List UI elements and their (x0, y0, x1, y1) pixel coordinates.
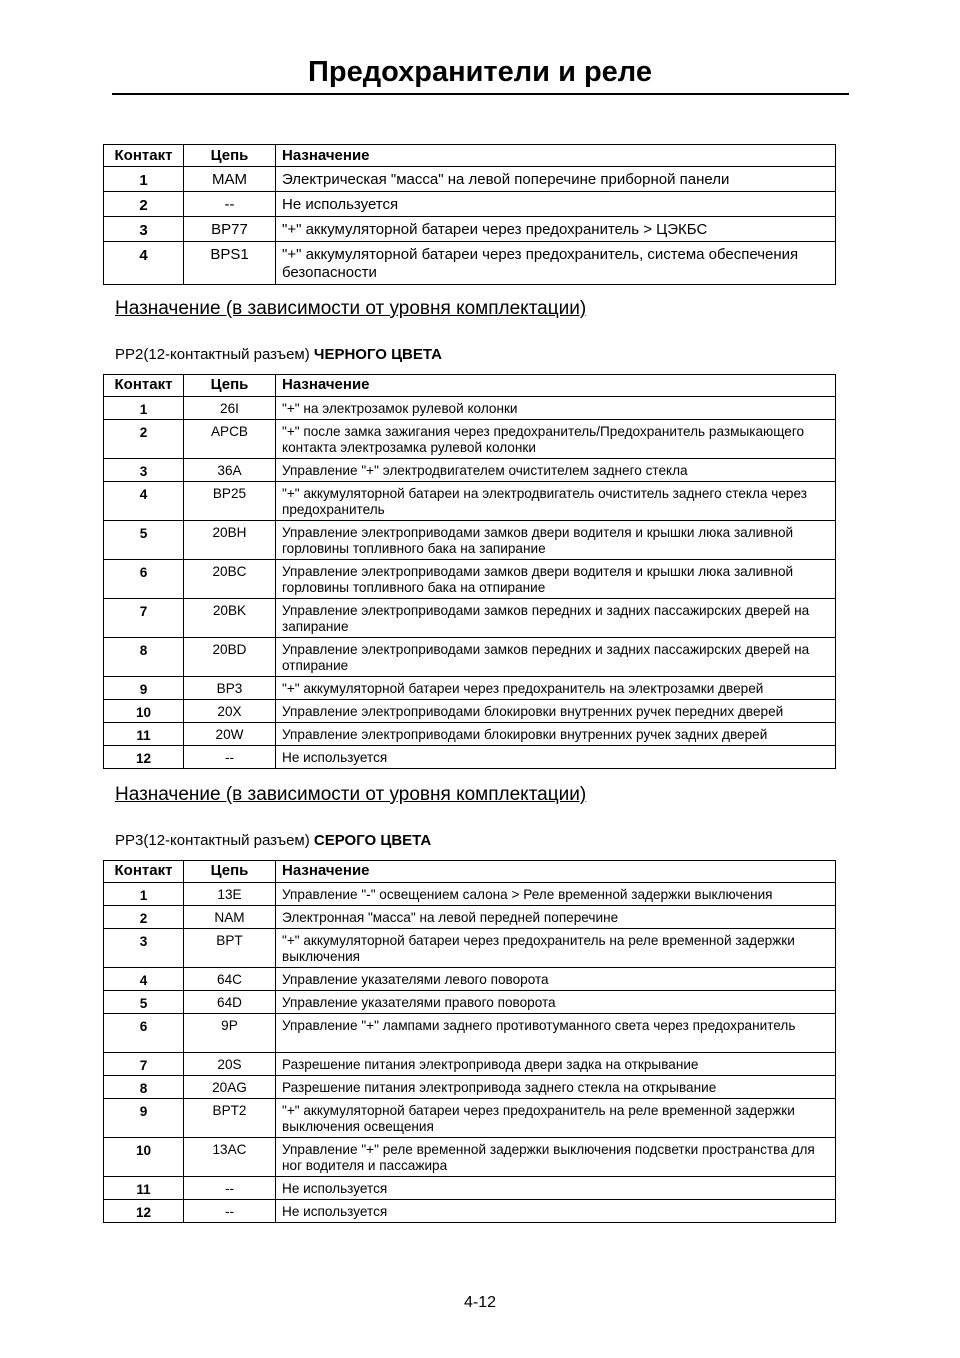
table-row (104, 192, 836, 217)
purpose-description: Управление электроприводами блокировки внутренних ручек задних дверей (276, 723, 836, 746)
table-header-row (104, 375, 836, 397)
contact-number: 3 (104, 217, 184, 242)
purpose-description: Электрическая "масса" на левой поперечине приборной панели (276, 167, 836, 192)
table-row (104, 599, 836, 638)
purpose-description: Не используется (276, 192, 836, 217)
circuit-code: APCB (184, 420, 276, 459)
contact-number: 5 (104, 991, 184, 1014)
contact-number: 10 (104, 700, 184, 723)
table-row (104, 420, 836, 459)
circuit-code: 36A (184, 459, 276, 482)
table-row (104, 723, 836, 746)
contact-number: 10 (104, 1138, 184, 1177)
table-row (104, 991, 836, 1014)
purpose-description: Не используется (276, 1177, 836, 1200)
circuit-code: 13AC (184, 1138, 276, 1177)
column-header-contact: Контакт (104, 375, 184, 397)
circuit-code: 64C (184, 968, 276, 991)
purpose-description: Электронная "масса" на левой передней поперечине (276, 906, 836, 929)
contact-number: 7 (104, 599, 184, 638)
page-title: Предохранители и реле (308, 56, 652, 88)
purpose-description: Управление "+" лампами заднего противотуманного света через предохранитель (276, 1014, 836, 1053)
purpose-description: Управление электроприводами замков двери водителя и крышки люка заливной горловины топливного бака на отпирание (276, 560, 836, 599)
purpose-description: Управление указателями правого поворота (276, 991, 836, 1014)
purpose-description: Управление "+" электродвигателем очистителем заднего стекла (276, 459, 836, 482)
circuit-code: BP77 (184, 217, 276, 242)
connector-table-1 (103, 144, 836, 285)
purpose-description: Управление указателями левого поворота (276, 968, 836, 991)
table-row (104, 1014, 836, 1053)
purpose-description: "+" аккумуляторной батареи через предохранитель > ЦЭКБС (276, 217, 836, 242)
contact-number: 8 (104, 638, 184, 677)
table-row (104, 638, 836, 677)
circuit-code: BPT (184, 929, 276, 968)
table-row (104, 1076, 836, 1099)
table-row (104, 397, 836, 420)
contact-number: 1 (104, 397, 184, 420)
table-row (104, 560, 836, 599)
contact-number: 6 (104, 560, 184, 599)
table-header-row (104, 861, 836, 883)
purpose-description: Управление "+" реле временной задержки выключения подсветки пространства для ног водителя и пассажира (276, 1138, 836, 1177)
contact-number: 11 (104, 1177, 184, 1200)
circuit-code: 26I (184, 397, 276, 420)
purpose-description: "+" после замка зажигания через предохранитель/Предохранитель размыкающего контакта электрозамка рулевой колонки (276, 420, 836, 459)
circuit-code: 20BH (184, 521, 276, 560)
column-header-purpose: Назначение (276, 861, 836, 883)
purpose-description: Управление "-" освещением салона > Реле временной задержки выключения (276, 883, 836, 906)
circuit-code: -- (184, 1177, 276, 1200)
column-header-purpose: Назначение (276, 375, 836, 397)
contact-number: 2 (104, 420, 184, 459)
contact-number: 2 (104, 906, 184, 929)
contact-number: 1 (104, 883, 184, 906)
circuit-code: 20W (184, 723, 276, 746)
table-row (104, 1138, 836, 1177)
circuit-code: 20BK (184, 599, 276, 638)
connector-label: PP2(12-контактный разъем) (115, 346, 310, 363)
contact-number: 5 (104, 521, 184, 560)
contact-number: 4 (104, 968, 184, 991)
purpose-description: "+" аккумуляторной батареи через предохранитель, система обеспечения безопасности (276, 242, 836, 285)
column-header-circuit: Цепь (184, 145, 276, 167)
table-row (104, 677, 836, 700)
circuit-code: -- (184, 192, 276, 217)
connector-caption-pp3 (115, 832, 431, 849)
table-row (104, 242, 836, 285)
purpose-description: Разрешение питания электропривода двери задка на открывание (276, 1053, 836, 1076)
connector-label: PP3(12-контактный разъем) (115, 832, 310, 849)
circuit-code: 20AG (184, 1076, 276, 1099)
table-row (104, 1177, 836, 1200)
contact-number: 4 (104, 482, 184, 521)
contact-number: 2 (104, 192, 184, 217)
table-row (104, 700, 836, 723)
connector-color: ЧЕРНОГО ЦВЕТА (313, 346, 442, 363)
table-row (104, 459, 836, 482)
circuit-code: 20BD (184, 638, 276, 677)
circuit-code: 9P (184, 1014, 276, 1053)
connector-table-pp2 (103, 374, 836, 769)
circuit-code: -- (184, 1200, 276, 1223)
circuit-code: BP3 (184, 677, 276, 700)
circuit-code: -- (184, 746, 276, 769)
purpose-description: Управление электроприводами блокировки внутренних ручек передних дверей (276, 700, 836, 723)
circuit-code: BPT2 (184, 1099, 276, 1138)
connector-color: СЕРОГО ЦВЕТА (313, 832, 432, 849)
column-header-contact: Контакт (104, 145, 184, 167)
contact-number: 6 (104, 1014, 184, 1053)
connector-caption-pp2 (115, 346, 442, 363)
contact-number: 3 (104, 929, 184, 968)
table-row (104, 1200, 836, 1223)
purpose-description: Не используется (276, 746, 836, 769)
column-header-contact: Контакт (104, 861, 184, 883)
contact-number: 4 (104, 242, 184, 285)
section-heading-pp3: Назначение (в зависимости от уровня комплектации) (115, 784, 587, 805)
circuit-code: 20BC (184, 560, 276, 599)
purpose-description: "+" аккумуляторной батареи на электродвигатель очиститель заднего стекла через предохранитель (276, 482, 836, 521)
circuit-code: 20S (184, 1053, 276, 1076)
circuit-code: 20X (184, 700, 276, 723)
purpose-description: Управление электроприводами замков двери водителя и крышки люка заливной горловины топливного бака на запирание (276, 521, 836, 560)
purpose-description: Управление электроприводами замков передних и задних пассажирских дверей на запирание (276, 599, 836, 638)
purpose-description: "+" на электрозамок рулевой колонки (276, 397, 836, 420)
table-row (104, 883, 836, 906)
purpose-description: Управление электроприводами замков передних и задних пассажирских дверей на отпирание (276, 638, 836, 677)
table-row (104, 746, 836, 769)
table-row (104, 968, 836, 991)
table-row (104, 1053, 836, 1076)
column-header-circuit: Цепь (184, 375, 276, 397)
connector-table-pp3 (103, 860, 836, 1223)
contact-number: 9 (104, 1099, 184, 1138)
table-header-row (104, 145, 836, 167)
contact-number: 3 (104, 459, 184, 482)
table-row (104, 1099, 836, 1138)
purpose-description: "+" аккумуляторной батареи через предохранитель на электрозамки дверей (276, 677, 836, 700)
table-row (104, 167, 836, 192)
contact-number: 9 (104, 677, 184, 700)
title-divider (112, 93, 849, 95)
table-row (104, 521, 836, 560)
table-row (104, 929, 836, 968)
contact-number: 11 (104, 723, 184, 746)
contact-number: 7 (104, 1053, 184, 1076)
circuit-code: BPS1 (184, 242, 276, 285)
contact-number: 12 (104, 746, 184, 769)
circuit-code: 13E (184, 883, 276, 906)
purpose-description: "+" аккумуляторной батареи через предохранитель на реле временной задержки выключения освещения (276, 1099, 836, 1138)
contact-number: 8 (104, 1076, 184, 1099)
table-row (104, 217, 836, 242)
table-row (104, 482, 836, 521)
contact-number: 1 (104, 167, 184, 192)
purpose-description: Разрешение питания электропривода заднего стекла на открывание (276, 1076, 836, 1099)
table-row (104, 906, 836, 929)
column-header-purpose: Назначение (276, 145, 836, 167)
purpose-description: Не используется (276, 1200, 836, 1223)
circuit-code: MAM (184, 167, 276, 192)
circuit-code: 64D (184, 991, 276, 1014)
purpose-description: "+" аккумуляторной батареи через предохранитель на реле временной задержки выключения (276, 929, 836, 968)
contact-number: 12 (104, 1200, 184, 1223)
column-header-circuit: Цепь (184, 861, 276, 883)
page-number: 4-12 (463, 1294, 497, 1311)
circuit-code: BP25 (184, 482, 276, 521)
section-heading-pp2: Назначение (в зависимости от уровня комплектации) (115, 298, 587, 319)
circuit-code: NAM (184, 906, 276, 929)
